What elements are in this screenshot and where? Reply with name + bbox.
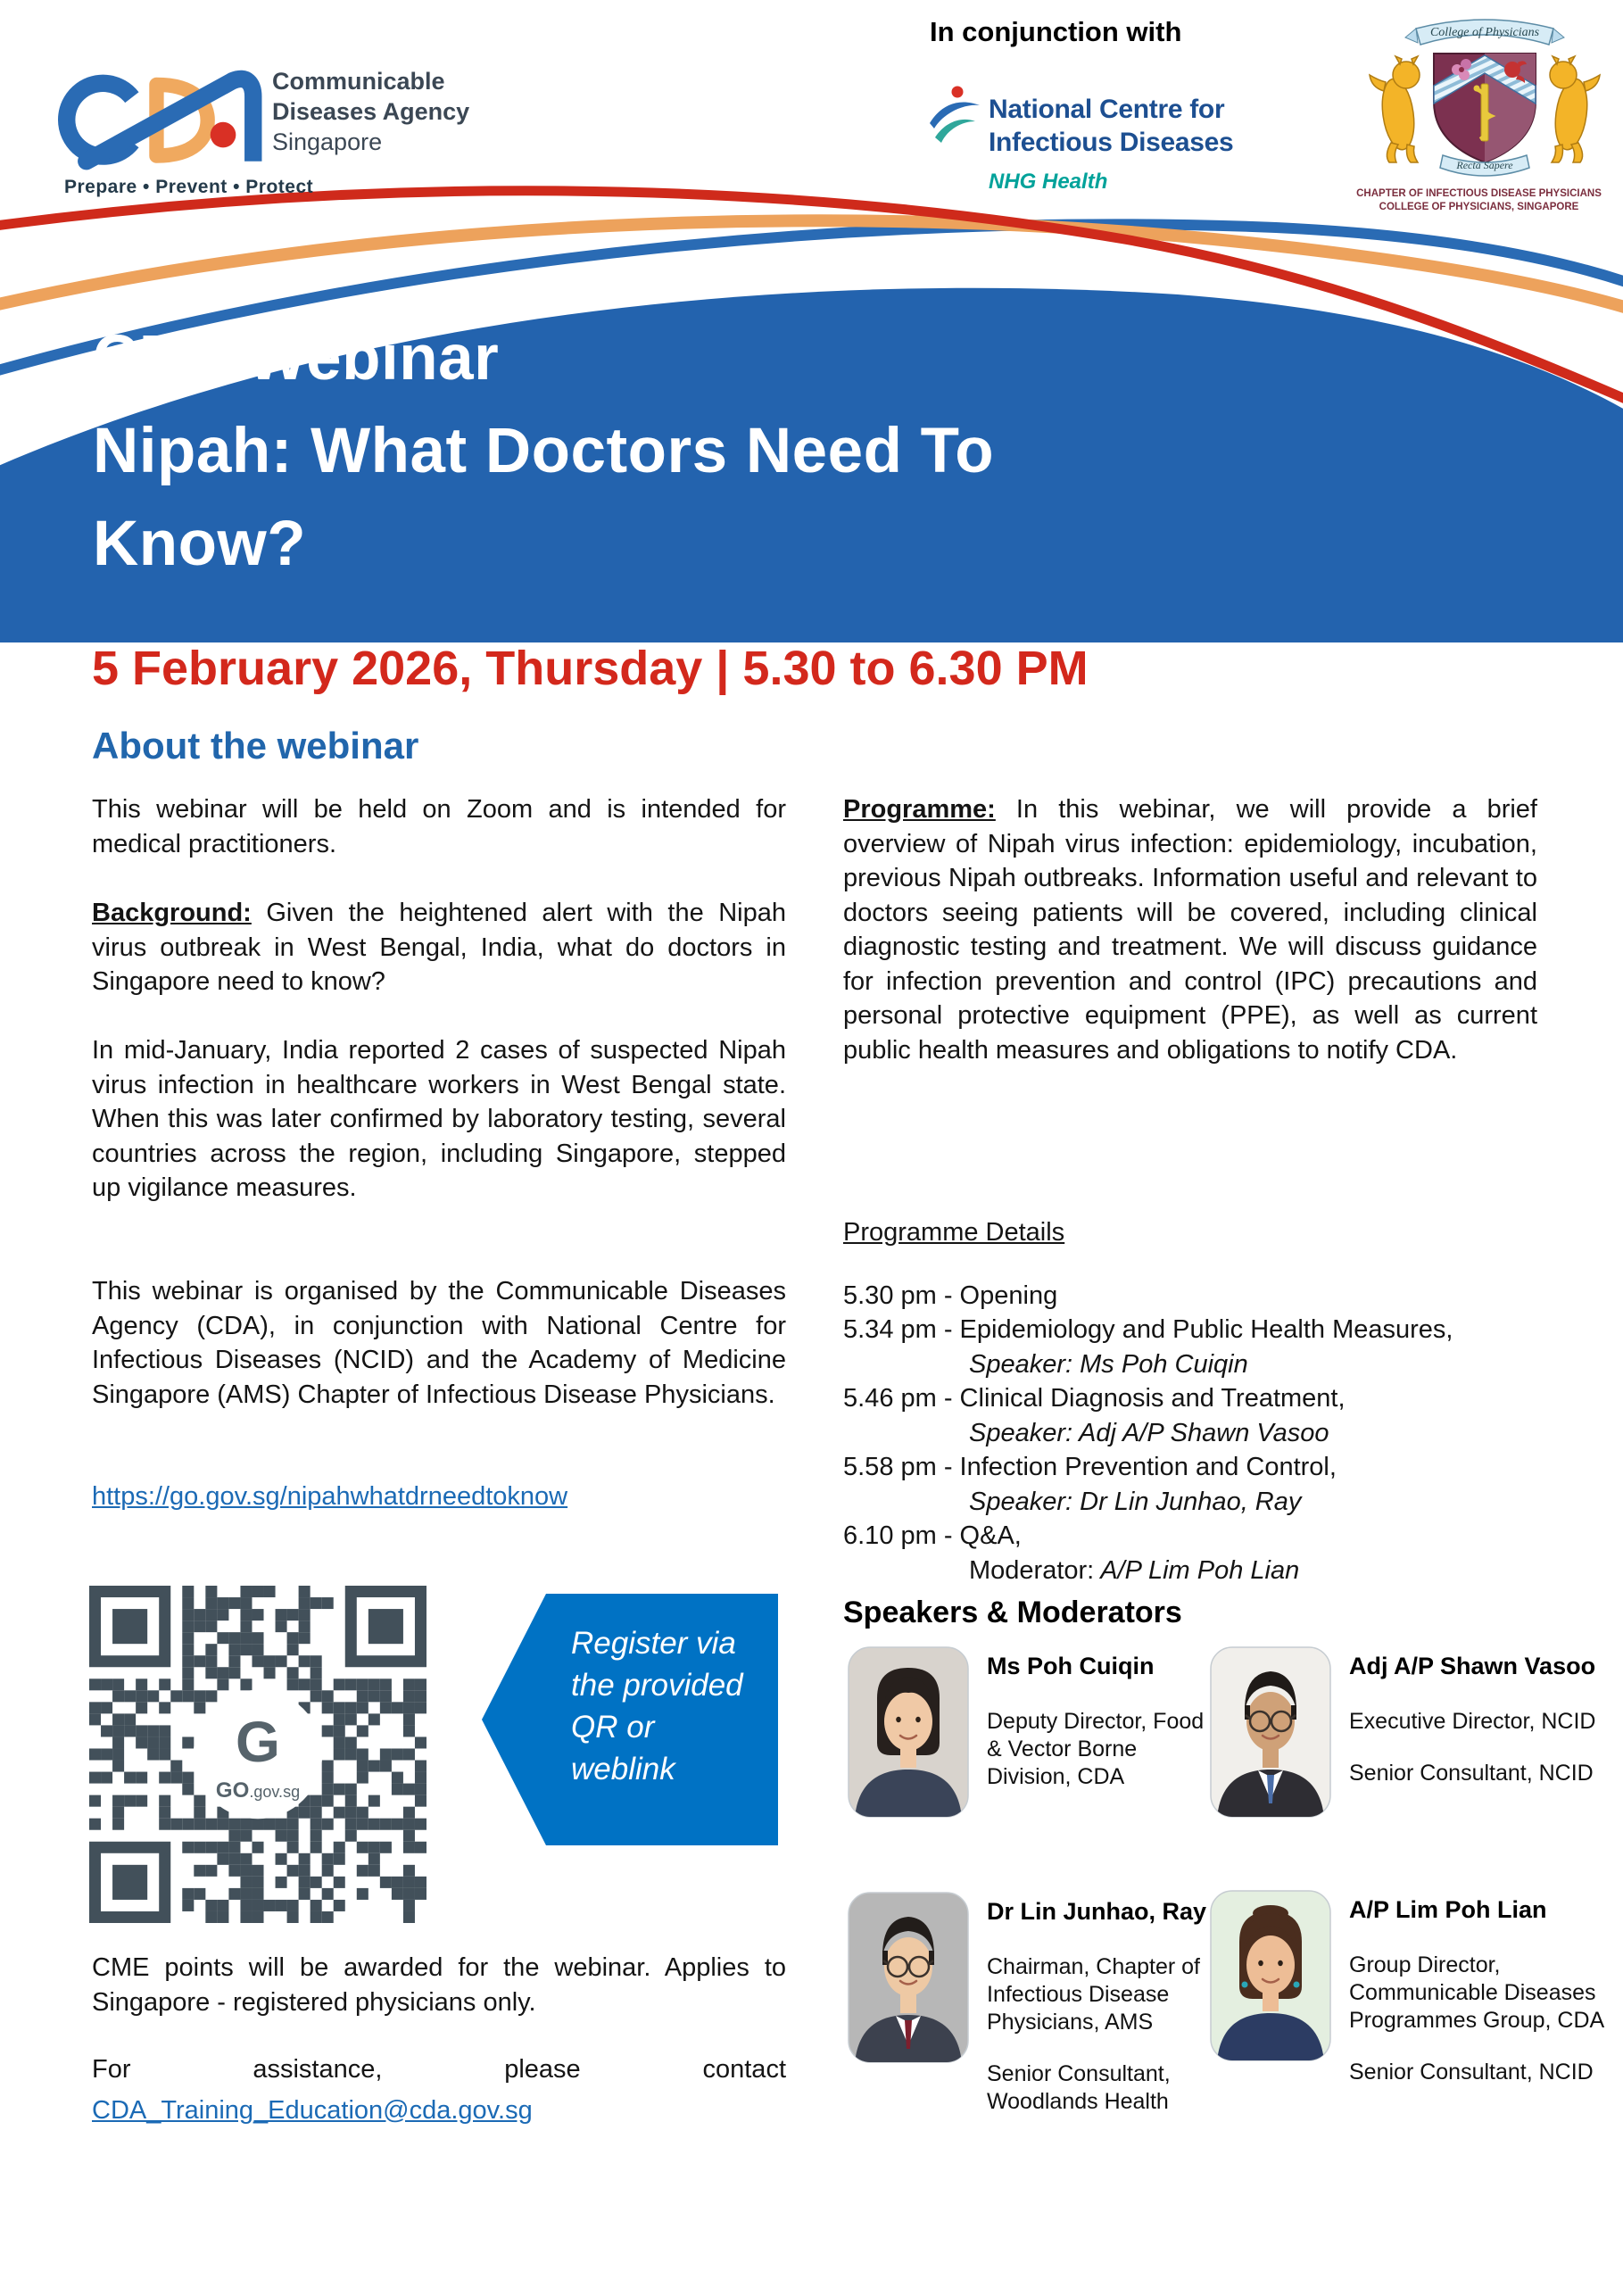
about-intro-paragraph: This webinar will be held on Zoom and is intended for medical practitioners. [92, 795, 786, 858]
programme-item-speaker: Speaker: Ms Poh Cuiqin [969, 1349, 1248, 1379]
programme-item-time-title: 5.58 pm - Infection Prevention and Control, [843, 1453, 1337, 1481]
programme-item [843, 1313, 1537, 1381]
crest-ribbon-top-text: College of Physicians [1429, 26, 1540, 39]
crest-ribbon-bottom-text: Recta Sapere [1456, 159, 1513, 171]
speaker-name: Adj A/P Shawn Vasoo [1349, 1653, 1596, 1679]
speaker-card [1210, 1646, 1617, 1818]
registration-qr-code [89, 1586, 426, 1923]
speaker-photo [848, 1646, 969, 1818]
cda-name-line3: Singapore [272, 128, 383, 155]
cda-name-line1: Communicable [272, 68, 445, 95]
programme-item-speaker: Speaker: Dr Lin Junhao, Ray [969, 1487, 1302, 1516]
programme-item-time-title: 5.30 pm - Opening [843, 1281, 1058, 1310]
ncid-logo-icon [928, 84, 983, 157]
ncid-name-line1: National Centre for [989, 95, 1225, 124]
organisers-paragraph: This webinar is organised by the Communicable Diseases Agency (CDA), in conjunction with National Centre for Infectious Diseases (NCID) and the Academy of Medicine Singapore (AMS) Chapter of Infectious Disease Physicians. [92, 1277, 786, 1409]
speaker-role: Deputy Director, Food & Vector Borne Division, CDA [987, 1709, 1205, 1789]
speaker-name: Ms Poh Cuiqin [987, 1653, 1155, 1679]
cda-logo-wordmark [272, 66, 469, 157]
svg-text:G: G [236, 1710, 280, 1775]
crest-caption-line1: CHAPTER OF INFECTIOUS DISEASE PHYSICIANS [1356, 188, 1602, 199]
speaker-role: Group Director, Communicable Diseases Programmes Group, CDA [1349, 1952, 1605, 2033]
nhg-health-label: NHG Health [989, 170, 1108, 194]
college-of-physicians-crest-icon [1363, 9, 1606, 186]
about-heading: About the webinar [92, 725, 419, 767]
speaker-roles [987, 1708, 1214, 1791]
ncid-wordmark [989, 93, 1233, 159]
page-title-line1: CDA Webinar [93, 323, 500, 394]
background-paragraph [92, 896, 786, 999]
svg-text:GO.gov.sg: GO.gov.sg [215, 1778, 301, 1803]
speaker-role: Senior Consultant, Woodlands Health [987, 2061, 1171, 2114]
background-text: Given the heightened alert with the Nipah virus outbreak in West Bengal, India, what do doctors in Singapore need to know? [92, 899, 786, 996]
crest-caption [1338, 187, 1619, 214]
speaker-roles [1349, 1952, 1621, 2086]
crest-caption-line2: COLLEGE OF PHYSICIANS, SINGAPORE [1379, 202, 1579, 212]
assistance-text: For assistance, please contact [92, 2055, 786, 2084]
programme-item-time-title: 5.46 pm - Clinical Diagnosis and Treatment, [843, 1384, 1346, 1413]
cda-logo-icon [54, 43, 263, 178]
programme-item [843, 1279, 1537, 1314]
programme-item [843, 1450, 1537, 1519]
cme-note: CME points will be awarded for the webinar. Applies to Singapore - registered physicians only. [92, 1953, 786, 2017]
programme-item-speaker: Speaker: Adj A/P Shawn Vasoo [969, 1418, 1329, 1447]
speaker-roles [1349, 1708, 1617, 1787]
speaker-card [1210, 1890, 1621, 2110]
programme-paragraph [843, 792, 1537, 1067]
page-title [93, 312, 994, 591]
programme-details-block [843, 1215, 1537, 1587]
speaker-role: Senior Consultant, NCID [1349, 1761, 1594, 1786]
page-title-line2: Nipah: What Doctors Need To [93, 416, 995, 486]
programme-item [843, 1381, 1537, 1450]
programme-item-time-title: 6.10 pm - Q&A, [843, 1521, 1022, 1550]
registration-link-row [92, 1480, 786, 1514]
speakers-heading: Speakers & Moderators [843, 1596, 1182, 1629]
event-datetime: 5 February 2026, Thursday | 5.30 to 6.30 PM [92, 642, 1089, 695]
speaker-photo [1210, 1646, 1331, 1818]
register-callout-text: Register via the provided QR or weblink [571, 1626, 743, 1786]
speaker-name: A/P Lim Poh Lian [1349, 1896, 1547, 1923]
programme-details-heading: Programme Details [843, 1218, 1065, 1247]
speaker-role: Chairman, Chapter of Infectious Disease Physicians, AMS [987, 1954, 1201, 2035]
registration-link[interactable]: https://go.gov.sg/nipahwhatdrneedtoknow [92, 1482, 568, 1511]
programme-list [843, 1279, 1537, 1588]
speaker-photo [848, 1892, 969, 2063]
programme-label: Programme: [843, 795, 996, 824]
background-label: Background: [92, 899, 252, 927]
speaker-roles [987, 1953, 1223, 2116]
speaker-photo [1210, 1890, 1331, 2061]
conjunction-label: In conjunction with [930, 16, 1182, 47]
speaker-card [848, 1892, 1223, 2140]
speaker-name: Dr Lin Junhao, Ray [987, 1898, 1207, 1925]
programme-item-speaker: Moderator: A/P Lim Poh Lian [969, 1555, 1300, 1585]
speaker-role: Executive Director, NCID [1349, 1709, 1596, 1734]
india-outbreak-paragraph: In mid-January, India reported 2 cases of suspected Nipah virus infection in healthcare workers in West Bengal state. When this was later confirmed by laboratory testing, several countries across the region, including Singapore, stepped up vigilance measures. [92, 1036, 786, 1202]
register-callout [482, 1594, 778, 1845]
programme-item [843, 1519, 1537, 1587]
cda-tagline: Prepare • Prevent • Protect [64, 177, 314, 197]
programme-text: In this webinar, we will provide a brief overview of Nipah virus infection: epidemiology, incubation, previous Nipah outbreaks. Information useful and relevant to doctors seeing patients will be covered, including clinical diagnostic testing and treatment. We will discuss guidance for infection prevention and control (IPC) precautions and personal protective equipment (PPE), as well as current public health measures and obligations to notify CDA. [843, 795, 1537, 1065]
cda-name-line2: Diseases Agency [272, 98, 470, 125]
page-title-line3: Know? [93, 509, 307, 579]
ncid-name-line2: Infectious Diseases [989, 128, 1234, 157]
contact-email-link[interactable]: CDA_Training_Education@cda.gov.sg [92, 2095, 533, 2125]
programme-item-time-title: 5.34 pm - Epidemiology and Public Health Measures, [843, 1315, 1453, 1344]
speaker-role: Senior Consultant, NCID [1349, 2060, 1594, 2085]
speaker-card [848, 1646, 1214, 1818]
assistance-block [92, 2052, 786, 2127]
